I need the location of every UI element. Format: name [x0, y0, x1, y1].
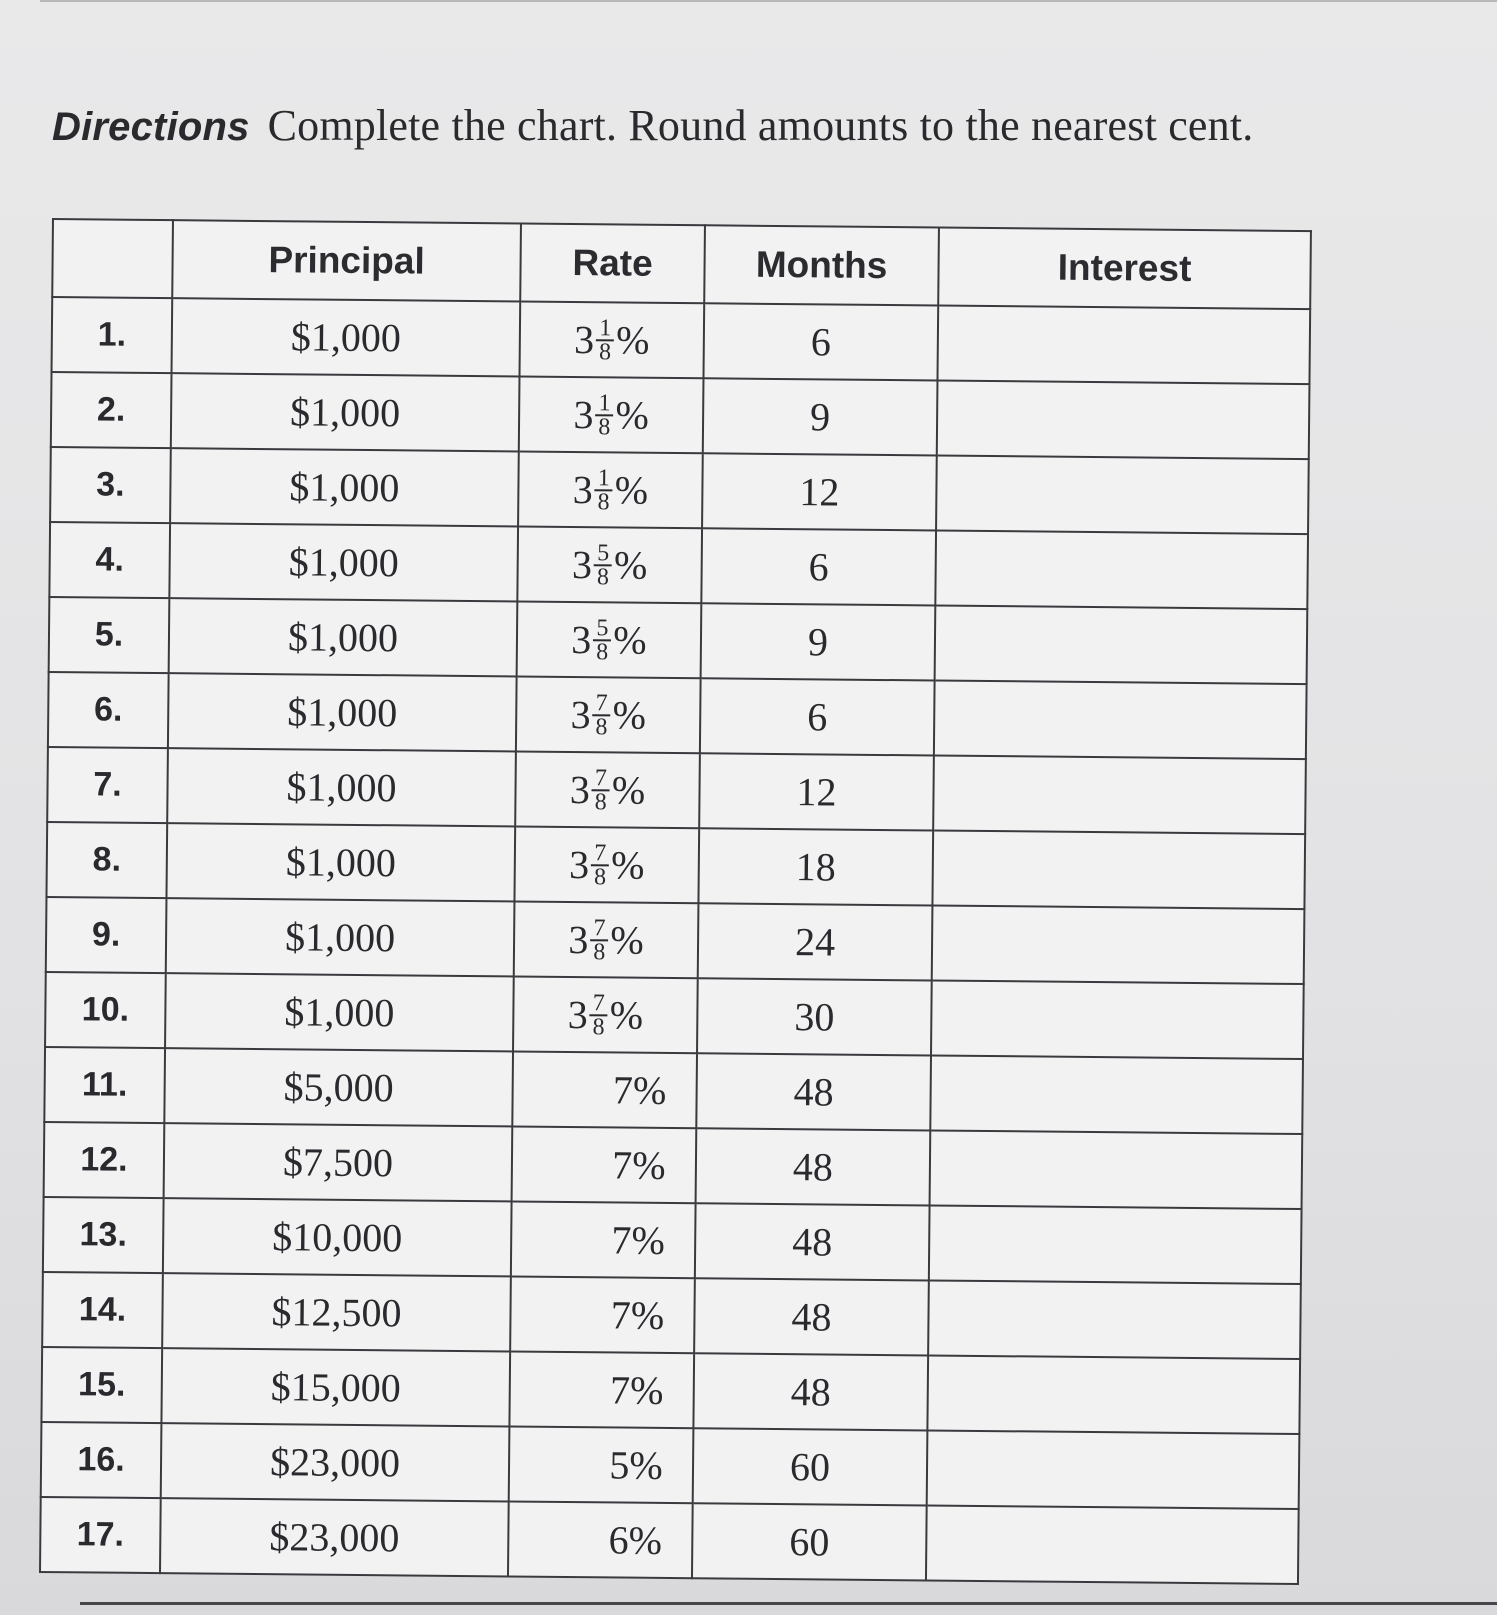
rate-fraction — [592, 764, 610, 815]
principal-cell: $1,000 — [166, 823, 515, 901]
rate-fraction — [592, 689, 610, 740]
rate-denominator: 8 — [596, 638, 609, 665]
rate-numerator: 5 — [593, 617, 611, 641]
rate-whole: 3 — [573, 317, 595, 363]
months-cell: 30 — [697, 978, 932, 1055]
rate-mixed-fraction — [573, 466, 649, 514]
header-rate: Rate — [520, 224, 705, 304]
principal-cell: $7,500 — [164, 1123, 513, 1201]
interest-answer-cell[interactable] — [929, 1205, 1302, 1284]
rate-cell — [520, 301, 705, 378]
rate-value: 7% — [609, 1367, 664, 1413]
principal-cell: $12,500 — [162, 1273, 511, 1351]
interest-answer-cell[interactable] — [931, 980, 1304, 1059]
rate-denominator: 8 — [598, 338, 612, 365]
months-cell: 12 — [702, 453, 937, 530]
rate-denominator: 8 — [597, 488, 610, 515]
rate-cell — [508, 1501, 693, 1578]
rate-cell — [514, 826, 699, 903]
directions-text: Complete the chart. Round amounts to the nearest cent. — [267, 101, 1254, 150]
top-divider — [40, 0, 1497, 2]
row-number: 4. — [49, 522, 170, 598]
principal-cell: $1,000 — [169, 523, 518, 601]
months-cell: 6 — [701, 528, 936, 605]
rate-cell — [509, 1351, 694, 1428]
rate-value: 7% — [612, 1142, 666, 1188]
rate-percent-sign: % — [609, 992, 644, 1038]
principal-cell: $1,000 — [166, 898, 515, 976]
row-number: 6. — [48, 672, 169, 748]
rate-cell — [511, 1201, 696, 1278]
row-number: 16. — [41, 1422, 162, 1498]
rate-whole: 3 — [573, 392, 594, 438]
rate-value: 5% — [609, 1442, 663, 1488]
rate-whole: 3 — [568, 916, 589, 963]
row-number: 2. — [51, 372, 172, 448]
rate-mixed-fraction — [571, 616, 647, 664]
months-cell: 6 — [700, 678, 935, 755]
rate-value: 7% — [612, 1067, 667, 1113]
header-interest: Interest — [938, 228, 1311, 310]
rate-percent-sign: % — [613, 542, 648, 588]
rate-numerator: 7 — [590, 992, 608, 1016]
header-months: Months — [704, 225, 939, 305]
table-row — [50, 447, 1309, 534]
interest-answer-cell[interactable] — [935, 531, 1308, 610]
months-cell: 24 — [698, 903, 933, 980]
table-row — [40, 1497, 1299, 1584]
row-number: 7. — [47, 747, 168, 823]
row-number: 15. — [41, 1347, 162, 1423]
principal-cell: $15,000 — [161, 1348, 510, 1426]
row-number: 12. — [44, 1122, 165, 1198]
months-cell: 60 — [693, 1428, 928, 1505]
row-number: 8. — [46, 822, 167, 898]
rate-mixed-fraction — [572, 541, 648, 589]
rate-numerator: 1 — [595, 467, 613, 491]
interest-answer-cell[interactable] — [927, 1430, 1300, 1509]
interest-answer-cell[interactable] — [935, 605, 1308, 684]
table-row — [42, 1272, 1301, 1359]
row-number: 11. — [44, 1047, 165, 1123]
rate-percent-sign: % — [611, 767, 646, 813]
row-number: 13. — [43, 1197, 164, 1273]
principal-cell: $1,000 — [171, 373, 520, 451]
table-row — [41, 1347, 1300, 1434]
rate-whole: 3 — [568, 841, 590, 888]
table-body — [40, 297, 1310, 1584]
rate-fraction — [590, 914, 608, 965]
rate-denominator: 8 — [595, 713, 608, 740]
interest-answer-cell[interactable] — [936, 456, 1309, 535]
interest-answer-cell[interactable] — [932, 830, 1305, 909]
header-row — [52, 219, 1311, 309]
rate-whole: 3 — [572, 467, 593, 513]
months-cell: 12 — [699, 753, 934, 830]
rate-denominator: 8 — [594, 788, 607, 815]
principal-cell: $1,000 — [165, 973, 514, 1051]
row-number: 1. — [52, 297, 173, 373]
principal-cell: $1,000 — [172, 298, 521, 376]
rate-mixed-fraction — [573, 391, 649, 439]
rate-numerator: 1 — [595, 392, 613, 416]
rate-denominator: 8 — [598, 413, 611, 440]
table-row — [48, 672, 1307, 759]
rate-percent-sign: % — [615, 392, 650, 438]
interest-chart-table — [39, 218, 1312, 1585]
row-number: 9. — [46, 897, 167, 973]
row-number: 3. — [50, 447, 171, 523]
rate-cell — [513, 976, 698, 1053]
directions-label: Directions — [52, 105, 250, 149]
rate-whole: 3 — [571, 542, 593, 588]
principal-cell: $1,000 — [170, 448, 519, 526]
rate-cell — [512, 1051, 697, 1128]
principal-cell: $1,000 — [167, 748, 516, 826]
table-row — [44, 1122, 1303, 1209]
table-row — [43, 1197, 1302, 1284]
rate-denominator: 8 — [593, 938, 606, 965]
row-number: 5. — [49, 597, 170, 673]
bottom-divider — [80, 1602, 1497, 1605]
table-row — [45, 972, 1304, 1059]
rate-percent-sign: % — [610, 917, 644, 963]
table-row — [51, 372, 1310, 459]
table-row — [47, 747, 1306, 834]
rate-numerator: 5 — [594, 542, 612, 566]
rate-numerator: 7 — [590, 917, 608, 941]
table-row — [46, 897, 1305, 984]
months-cell: 18 — [698, 828, 933, 905]
table-row — [41, 1422, 1300, 1509]
months-cell: 48 — [696, 1053, 931, 1130]
rate-numerator: 7 — [592, 767, 610, 791]
interest-answer-cell[interactable] — [933, 755, 1306, 834]
rate-cell — [509, 1426, 694, 1503]
rate-cell — [517, 526, 702, 603]
months-cell: 60 — [692, 1503, 927, 1580]
rate-whole: 3 — [570, 692, 591, 738]
rate-mixed-fraction — [570, 691, 646, 739]
rate-denominator: 8 — [592, 1013, 605, 1040]
interest-answer-cell[interactable] — [937, 381, 1310, 460]
interest-answer-cell[interactable] — [937, 306, 1310, 385]
principal-cell: $10,000 — [163, 1198, 512, 1276]
months-cell: 48 — [694, 1278, 929, 1355]
rate-cell — [512, 1126, 697, 1203]
rate-numerator: 1 — [596, 317, 614, 341]
row-number: 14. — [42, 1272, 163, 1348]
rate-cell — [519, 376, 704, 453]
rate-denominator: 8 — [596, 563, 610, 590]
interest-answer-cell[interactable] — [930, 1055, 1303, 1134]
months-cell: 48 — [696, 1128, 931, 1205]
rate-whole: 3 — [567, 991, 588, 1038]
table-row — [49, 597, 1308, 684]
rate-value: 7% — [610, 1292, 665, 1338]
rate-fraction — [593, 614, 611, 665]
rate-percent-sign: % — [613, 617, 647, 663]
principal-cell: $5,000 — [164, 1048, 513, 1126]
header-principal: Principal — [172, 220, 521, 301]
months-cell: 9 — [703, 378, 938, 455]
table-row — [52, 297, 1311, 384]
rate-percent-sign: % — [610, 842, 645, 888]
rate-percent-sign: % — [615, 317, 650, 363]
rate-cell — [516, 676, 701, 753]
principal-cell: $23,000 — [161, 1423, 510, 1501]
rate-percent-sign: % — [614, 467, 649, 513]
row-number: 10. — [45, 972, 166, 1048]
rate-cell — [510, 1276, 695, 1353]
rate-fraction — [595, 389, 613, 440]
months-cell: 48 — [693, 1353, 928, 1430]
months-cell: 9 — [701, 603, 936, 680]
row-number: 17. — [40, 1497, 161, 1573]
interest-answer-cell[interactable] — [934, 680, 1307, 759]
rate-numerator: 7 — [593, 692, 611, 716]
directions-line — [52, 100, 1253, 151]
rate-whole: 3 — [571, 617, 592, 663]
interest-answer-cell[interactable] — [930, 1130, 1303, 1209]
rate-mixed-fraction — [569, 841, 645, 889]
rate-value: 7% — [611, 1217, 666, 1263]
table-row — [44, 1047, 1303, 1134]
rate-mixed-fraction — [568, 916, 644, 964]
interest-answer-cell[interactable] — [927, 1355, 1300, 1434]
rate-fraction — [596, 314, 614, 365]
rate-fraction — [591, 839, 609, 890]
rate-mixed-fraction — [570, 766, 646, 814]
rate-fraction — [595, 464, 613, 515]
rate-cell — [515, 751, 700, 828]
rate-whole: 3 — [569, 766, 591, 813]
rate-fraction — [589, 989, 607, 1040]
rate-mixed-fraction — [574, 316, 650, 364]
rate-fraction — [594, 539, 612, 590]
rate-cell — [518, 451, 703, 528]
interest-answer-cell[interactable] — [926, 1505, 1299, 1584]
months-cell: 48 — [695, 1203, 930, 1280]
interest-answer-cell[interactable] — [932, 905, 1305, 984]
principal-cell: $23,000 — [160, 1498, 509, 1576]
rate-mixed-fraction — [567, 991, 643, 1039]
principal-cell: $1,000 — [169, 598, 518, 676]
rate-value: 6% — [608, 1517, 663, 1563]
table-row — [46, 822, 1305, 909]
months-cell: 6 — [703, 303, 938, 380]
header-number — [52, 219, 173, 298]
interest-answer-cell[interactable] — [928, 1280, 1301, 1359]
principal-cell: $1,000 — [168, 673, 517, 751]
rate-percent-sign: % — [612, 692, 647, 738]
rate-denominator: 8 — [593, 863, 607, 890]
rate-cell — [517, 601, 702, 678]
rate-cell — [514, 901, 699, 978]
table-row — [49, 522, 1308, 609]
rate-numerator: 7 — [591, 842, 609, 866]
